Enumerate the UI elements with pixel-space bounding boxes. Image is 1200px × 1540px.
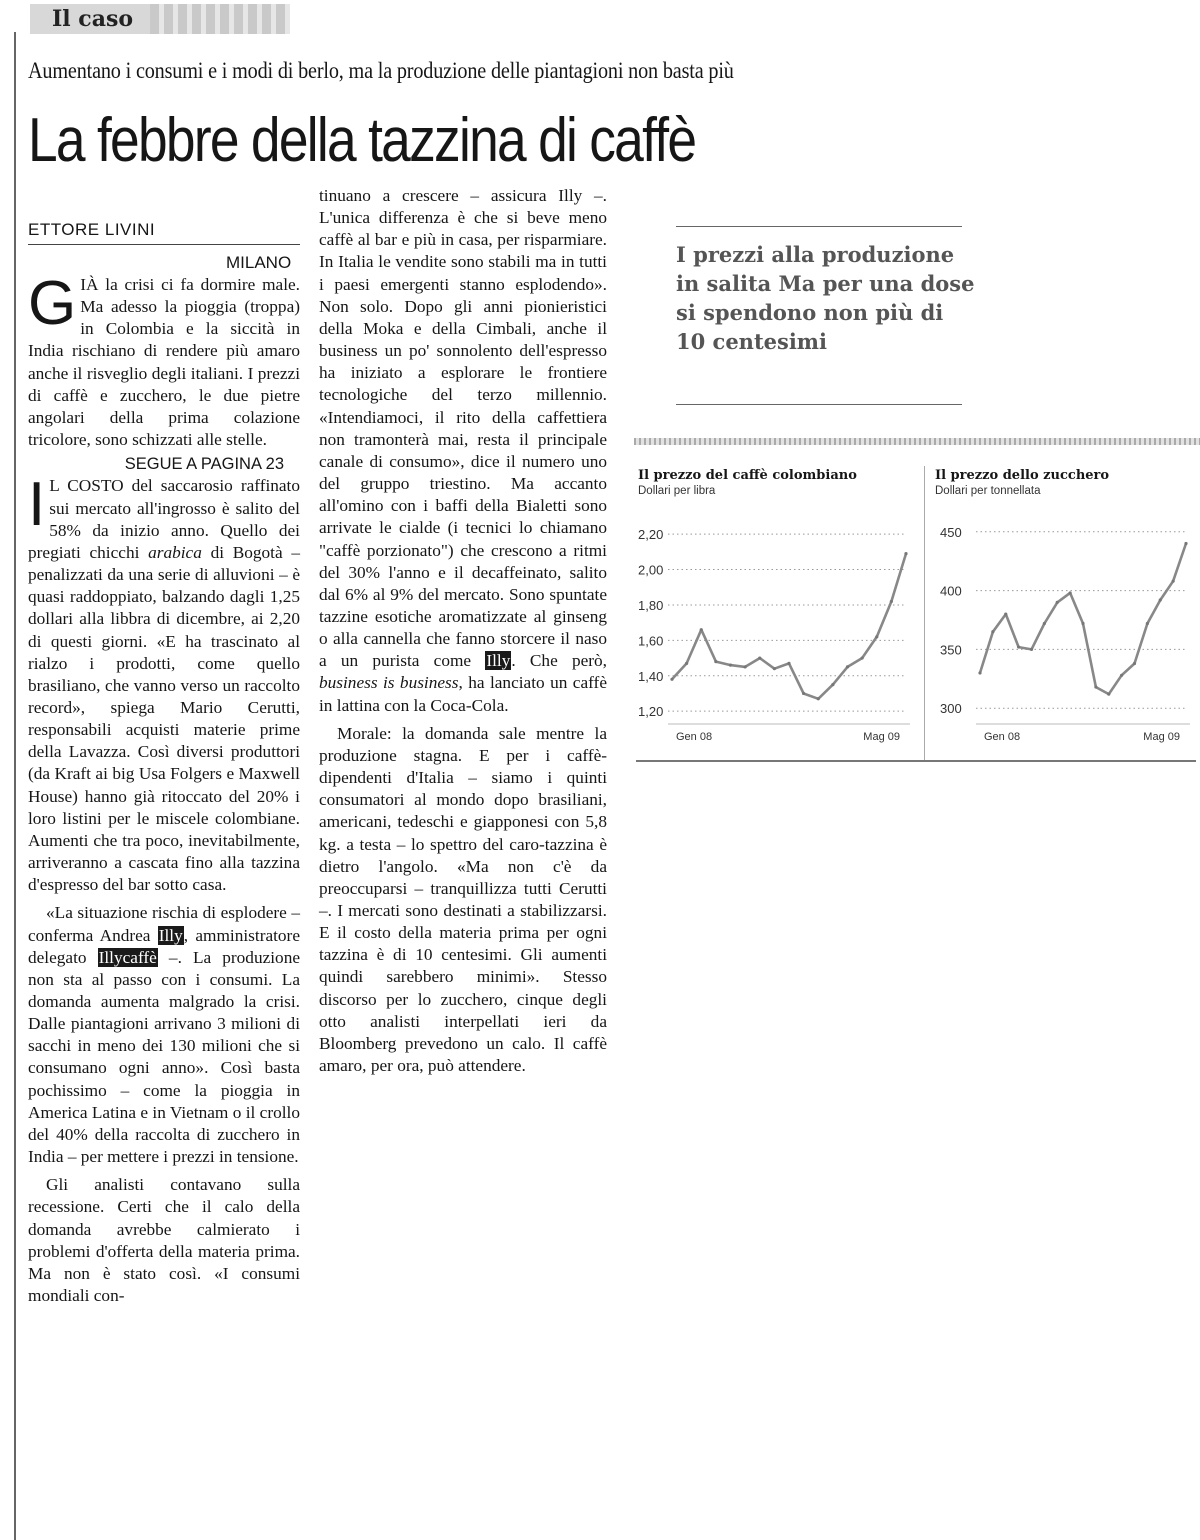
data-point: [1017, 645, 1020, 648]
paragraph-text: L COSTO del saccarosio raffinato sui mercato all'ingrosso è salito del 58% da inizio anno. Quello dei pregiati chicchi: [28, 476, 300, 562]
data-point: [904, 552, 907, 555]
data-point: [1004, 613, 1007, 616]
sidebar-title: I prezzi alla produzione in salita Ma per una dose si spendono non più di 10 centesimi: [676, 242, 975, 354]
data-point: [1081, 622, 1084, 625]
paragraph-text: Gli analisti contavano sulla recessione. Certi che il calo della domanda avrebbe calmierato i problemi d'offerta della materia prima. Ma non è stato così. «I consumi mondiali con-: [28, 1175, 300, 1306]
paragraph-text: tinuano a crescere – assicura Illy –. L'unica differenza è che si beve meno caffè al bar e più in casa, per risparmiare. In Italia le vendite sono stabili ma in tutti i paesi emergenti stanno esplodendo». Non solo. Dopo gli anni pionieristici della Moka e della Cimbali, anche il business un po' sonnolento dell'espresso ha iniziato a esplorare le frontiere tecnologiche del terzo millennio. «Intendiamoci, il rito della caffettiera non tramonterà mai, resta il principale canale di consumo», dice il numero uno del gruppo triestino. Ma accanto all'omino con i baffi della Bialetti sono arrivate le cialde (i tecnici lo chiamano "caffè porzionato") che crescono a ritmi del 30% l'anno e il decaffeinato, salito dal 6% al 9% del mercato. Sono spuntate tazzine esotiche aromatizzate al ginseng o alla cannella che fanno storcere il naso a un purista come: [319, 186, 607, 671]
column-border: [14, 32, 16, 1540]
x-tick-label: Mag 09: [863, 731, 900, 743]
coffee-price-chart: [636, 500, 922, 756]
data-point: [1030, 648, 1033, 651]
paragraph-text: di Bogotà – penalizzati da una serie di alluvioni – è quasi raddoppiato, balzando dagli 1,25 dollari alla libbra di dicembre, ai 2,20 di questi giorni. «E ha trascinato al rialzo i prodotti, come quello brasiliano, che vanno verso un raccolto record», spiega Mario Cerutti, responsabili acquisti materie prime della Lavazza. Così diversi produttori (da Kraft ai big Usa Folgers e Maxwell House) hanno già ritoccato del 20% i loro listini per le miscele colombiane. Aumenti che tra poco, inevitabilmente, arriveranno a cascata fino alla tazzina d'espresso del bar sotto casa.: [28, 542, 300, 895]
y-tick-label: 450: [940, 524, 962, 540]
y-tick-label: 2,20: [638, 527, 664, 543]
data-point: [1133, 662, 1136, 665]
data-point: [846, 665, 849, 668]
data-point: [1056, 601, 1059, 604]
data-point: [1172, 580, 1175, 583]
rubric-label: Il caso: [52, 6, 134, 32]
drop-cap: I: [28, 470, 46, 540]
price-line: [980, 544, 1186, 695]
data-point: [1069, 591, 1072, 594]
y-tick-label: 400: [940, 583, 962, 599]
data-point: [817, 697, 820, 700]
sidebar-rule: [676, 226, 962, 227]
headline: La febbre della tazzina di caffè: [28, 106, 696, 175]
italic-term: arabica: [148, 542, 202, 562]
data-point: [1094, 685, 1097, 688]
data-point: [787, 662, 790, 665]
data-point: [991, 630, 994, 633]
y-tick-label: 2,00: [638, 562, 664, 578]
paragraph-text: , amministratore delegato: [28, 925, 300, 967]
data-point: [1120, 674, 1123, 677]
data-point: [831, 683, 834, 686]
highlighted-name: Illy: [486, 651, 511, 671]
continuation-note: SEGUE A PAGINA 23: [124, 455, 284, 474]
highlighted-name: Illycaffè: [98, 947, 157, 967]
data-point: [685, 662, 688, 665]
data-point: [714, 660, 717, 663]
chart-unit-label: Dollari per tonnellata: [935, 485, 1041, 497]
byline: ETTORE LIVINI: [28, 220, 156, 239]
y-tick-label: 1,80: [638, 597, 664, 613]
section-rubric: [30, 4, 290, 34]
paragraph-text: , ha lanciato un caffè in lattina con la Coca-Cola.: [319, 673, 607, 715]
article-column-1: [28, 269, 301, 1307]
data-point: [1146, 622, 1149, 625]
data-point: [978, 671, 981, 674]
byline-rule: [28, 244, 300, 245]
x-tick-label: Gen 08: [676, 731, 713, 743]
paragraph: [28, 269, 300, 451]
chart-unit-label: Dollari per libra: [638, 485, 716, 497]
data-point: [758, 656, 761, 659]
data-point: [890, 600, 893, 603]
rubric-decoration: [150, 4, 290, 34]
paragraph: [28, 470, 300, 896]
data-point: [1159, 598, 1162, 601]
charts-header-band: [634, 438, 1200, 445]
y-tick-label: 1,20: [638, 704, 664, 720]
paragraph-text: Morale: la domanda sale mentre la produzione stagna. E per i caffè-dipendenti d'Italia – siamo i quinti consumatori al mondo dopo brasiliani, americani, tedeschi e giapponesi con 5,8 kg. a testa – lo spettro del caro-tazzina è dietro l'angolo. «Ma non c'è da preoccuparsi – tranquillizza tutti Cerutti –. I mercati sono destinati a stabilizzarsi. E il costo della materia prima per ogni tazzina è di 10 centesimi. Gli aumenti quindi sarebbero minimi». Stesso discorso per lo zucchero, cinque degli otto analisti interpellati ieri da Bloomberg prevedono un calo. Il caffè amaro, per ora, può attendere.: [319, 723, 607, 1076]
x-tick-label: Mag 09: [1143, 731, 1180, 743]
data-point: [1184, 542, 1187, 545]
y-tick-label: 350: [940, 642, 962, 658]
italic-term: business is business: [319, 673, 459, 693]
y-tick-label: 300: [940, 701, 962, 717]
highlighted-name: Illy: [158, 925, 183, 945]
article-column-2: [319, 185, 607, 1077]
charts-bottom-rule: [636, 760, 1196, 762]
paragraph: [319, 723, 607, 1078]
data-point: [875, 635, 878, 638]
data-point: [1107, 693, 1110, 696]
kicker: Aumentano i consumi e i modi di berlo, ma la produzione delle piantagioni non basta più: [28, 58, 734, 84]
data-point: [700, 628, 703, 631]
paragraph-text: –. La produzione non sta al passo con i consumi. La domanda aumenta malgrado la crisi. Dalle piantagioni arrivano 3 milioni di sacchi in meno dei 130 milioni che si consumano ogni anno». Così basta pochissimo – come la pioggia in America Latina e in Vietnam o il crollo del 40% della raccolta di zucchero in India – per mettere i prezzi in tensione.: [28, 947, 301, 1167]
chart-title: Il prezzo del caffè colombiano: [638, 468, 857, 483]
dateline: MILANO: [226, 253, 292, 272]
sidebar-rule: [676, 404, 962, 405]
price-line: [672, 554, 906, 699]
paragraph-text: «La situazione rischia di esplodere – conferma Andrea: [28, 903, 300, 945]
sugar-price-chart: [930, 500, 1196, 756]
data-point: [773, 667, 776, 670]
y-tick-label: 1,40: [638, 668, 664, 684]
data-point: [670, 678, 673, 681]
data-point: [1043, 622, 1046, 625]
data-point: [802, 692, 805, 695]
data-point: [861, 656, 864, 659]
data-point: [729, 664, 732, 667]
paragraph: [28, 1174, 300, 1307]
paragraph-text: IÀ la crisi ci fa dormire male. Ma adesso la pioggia (troppa) in Colombia e la siccità in India rischiano di rendere più amaro anche il risveglio degli italiani. I prezzi di caffè e zucchero, le due pietre angolari della prima colazione tricolore, sono schizzati alle stelle.: [28, 275, 300, 450]
chart-separator: [924, 466, 925, 762]
paragraph: [319, 185, 607, 717]
drop-cap: G: [28, 269, 77, 338]
chart-title: Il prezzo dello zucchero: [935, 468, 1110, 483]
paragraph: [28, 902, 300, 1168]
data-point: [744, 665, 747, 668]
paragraph-text: . Che però,: [511, 651, 607, 671]
x-tick-label: Gen 08: [984, 731, 1021, 743]
y-tick-label: 1,60: [638, 633, 664, 649]
